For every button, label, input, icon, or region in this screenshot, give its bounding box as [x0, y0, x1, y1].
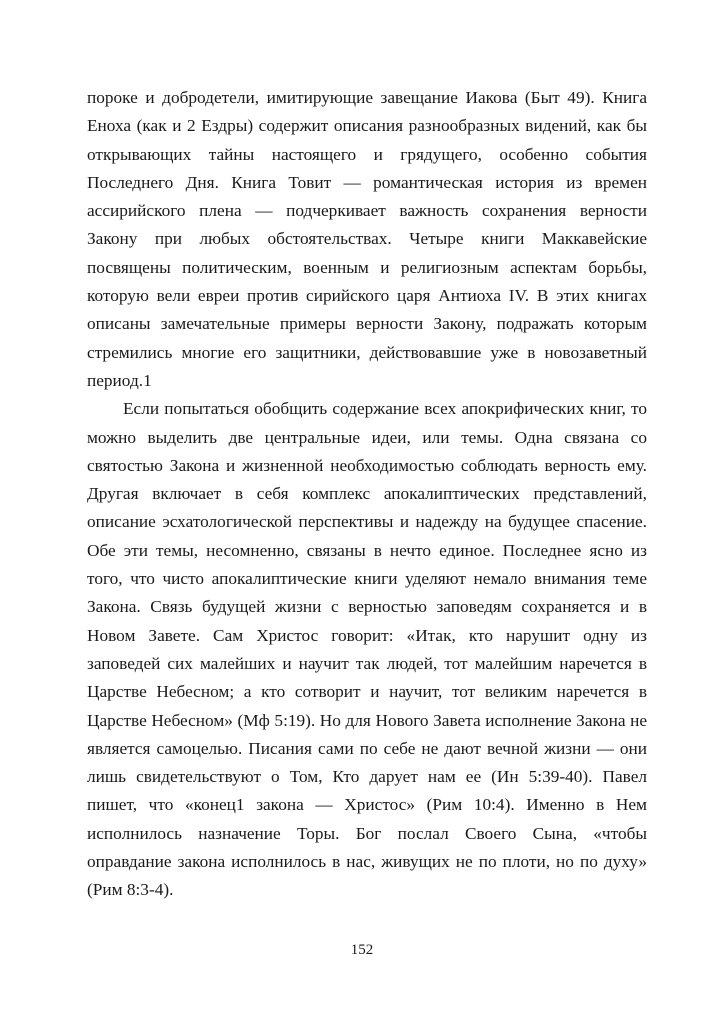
text-line: которую вели евреи против сирийского царя Антиоха IV. В этих книгах [87, 286, 647, 306]
text-line: (Рим 8:3-4). [87, 880, 174, 900]
text-line: описаны замечательные примеры верности Закону, подражать которым [87, 314, 647, 334]
text-line: Если попытаться обобщить содержание всех апокрифических книг, то [123, 399, 647, 419]
text-line: пороке и добродетели, имитирующие завещание Иакова (Быт 49). Книга [87, 88, 647, 107]
text-line: Царстве Небесном; а кто сотворит и научит, тот великим наречется в [87, 682, 647, 702]
text-line: святостью Закона и жизненной необходимостью соблюдать верность ему. [87, 455, 647, 475]
text-line: Обе эти темы, несомненно, связаны в нечто единое. Последнее ясно из [87, 540, 647, 560]
text-line: исполнилось назначение Торы. Бог послал Своего Сына, «чтобы [87, 823, 647, 843]
text-line: можно выделить две центральные идеи, или темы. Одна связана со [87, 427, 647, 447]
text-line: Еноха (как и 2 Ездры) содержит описания разнообразных видений, как бы [87, 116, 647, 136]
document-body [87, 84, 647, 905]
paragraph-1 [87, 84, 647, 395]
text-line: период.1 [87, 370, 152, 390]
text-line: является самоцелью. Писания сами по себе не дают вечной жизни — они [87, 738, 647, 758]
text-line: оправдание закона исполнилось в нас, живущих не по плоти, но по духу» [87, 852, 647, 872]
text-line: ассирийского плена — подчеркивает важность сохранения верности [87, 201, 647, 221]
page-number: 152 [350, 942, 374, 958]
text-line: Закона. Связь будущей жизни с верностью заповедям сохраняется и в [87, 597, 647, 617]
paragraph-2 [87, 395, 647, 904]
text-line: пишет, что «конец1 закона — Христос» (Рим 10:4). Именно в Нем [87, 795, 647, 815]
text-line: стремились многие его защитники, действовавшие уже в новозаветный [87, 342, 647, 362]
text-line: Царстве Небесном» (Мф 5:19). Но для Нового Завета исполнение Закона не [87, 710, 647, 730]
text-line: заповедей сих малейших и научит так людей, тот малейшим наречется в [87, 653, 647, 673]
text-line: Новом Завете. Сам Христос говорит: «Итак, кто нарушит одну из [87, 625, 647, 645]
text-line: лишь свидетельствуют о Том, Кто дарует нам ее (Ин 5:39-40). Павел [87, 767, 647, 787]
text-line: посвящены политическим, военным и религиозным аспектам борьбы, [87, 257, 647, 277]
text-line: Закону при любых обстоятельствах. Четыре книги Маккавейские [87, 229, 647, 249]
text-line: Последнего Дня. Книга Товит — романтическая история из времен [87, 172, 647, 192]
text-line: Другая включает в себя комплекс апокалиптических представлений, [87, 484, 647, 504]
text-line: открывающих тайны настоящего и грядущего, особенно события [87, 144, 647, 164]
text-line: описание эсхатологической перспективы и надежду на будущее спасение. [87, 512, 647, 532]
text-line: того, что чисто апокалиптические книги уделяют немало внимания теме [87, 569, 647, 589]
